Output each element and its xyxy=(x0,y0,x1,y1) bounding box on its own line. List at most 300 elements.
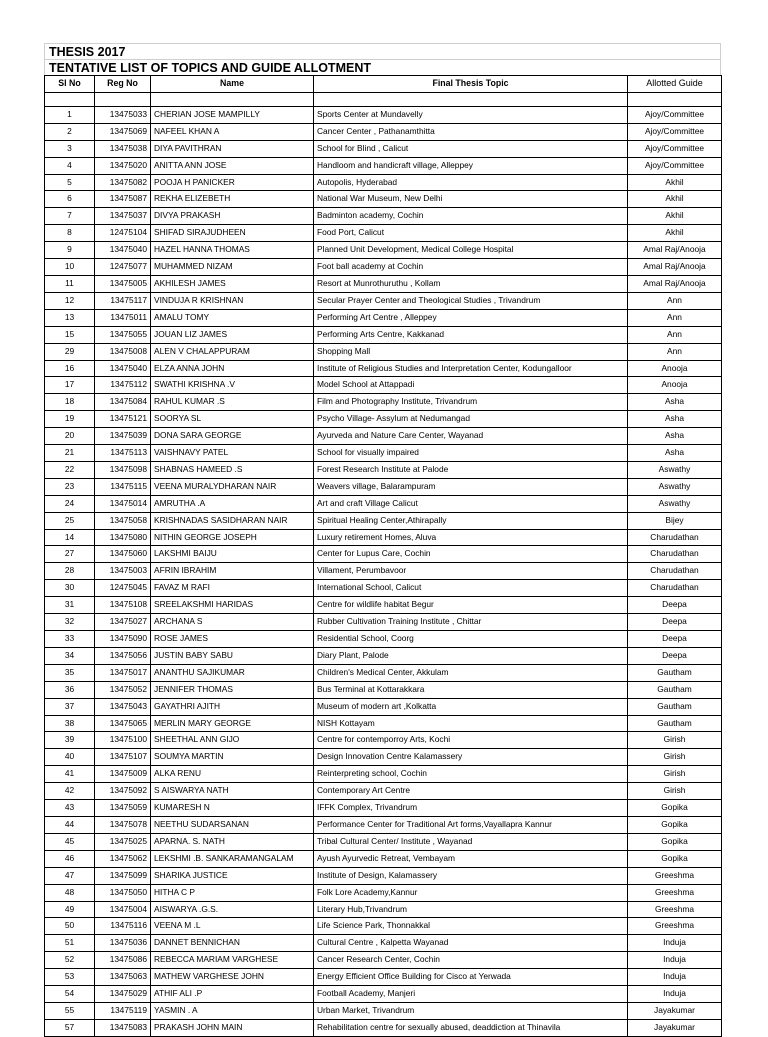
cell-thesis-topic: Cancer Research Center, Cochin xyxy=(314,952,628,969)
cell-allotted-guide: Asha xyxy=(628,428,722,445)
cell-allotted-guide: Aswathy xyxy=(628,461,722,478)
cell-name: DIYA PAVITHRAN xyxy=(151,140,314,157)
cell-allotted-guide: Deepa xyxy=(628,631,722,648)
cell-thesis-topic: Reinterpreting school, Cochin xyxy=(314,766,628,783)
table-cell xyxy=(151,92,314,106)
table-row xyxy=(45,191,722,208)
cell-sl-no: 12 xyxy=(45,292,95,309)
cell-sl-no: 34 xyxy=(45,647,95,664)
cell-allotted-guide: Gopika xyxy=(628,833,722,850)
table-row xyxy=(45,394,722,411)
cell-name: HAZEL HANNA THOMAS xyxy=(151,242,314,259)
header-sl-no: Sl No xyxy=(45,76,95,93)
cell-thesis-topic: Bus Terminal at Kottarakkara xyxy=(314,681,628,698)
table-row xyxy=(45,766,722,783)
table-row xyxy=(45,123,722,140)
cell-sl-no: 1 xyxy=(45,106,95,123)
cell-name: REBECCA MARIAM VARGHESE xyxy=(151,952,314,969)
cell-name: POOJA H PANICKER xyxy=(151,174,314,191)
document-sheet xyxy=(44,43,721,1037)
cell-allotted-guide: Amal Raj/Anooja xyxy=(628,259,722,276)
cell-reg-no: 13475080 xyxy=(95,529,151,546)
cell-thesis-topic: Shopping Mall xyxy=(314,343,628,360)
cell-name: ARCHANA S xyxy=(151,614,314,631)
cell-thesis-topic: Museum of modern art ,Kolkatta xyxy=(314,698,628,715)
cell-name: VEENA MURALYDHARAN NAIR xyxy=(151,478,314,495)
cell-allotted-guide: Gopika xyxy=(628,800,722,817)
cell-allotted-guide: Akhil xyxy=(628,208,722,225)
cell-thesis-topic: Weavers village, Balarampuram xyxy=(314,478,628,495)
cell-name: GAYATHRI AJITH xyxy=(151,698,314,715)
cell-thesis-topic: Residential School, Coorg xyxy=(314,631,628,648)
cell-reg-no: 13475050 xyxy=(95,884,151,901)
cell-name: LEKSHMI .B. SANKARAMANGALAM xyxy=(151,850,314,867)
cell-name: SWATHI KRISHNA .V xyxy=(151,377,314,394)
table-row xyxy=(45,546,722,563)
cell-sl-no: 39 xyxy=(45,732,95,749)
cell-allotted-guide: Bijey xyxy=(628,512,722,529)
cell-name: FAVAZ M RAFI xyxy=(151,580,314,597)
cell-name: HITHA C P xyxy=(151,884,314,901)
cell-thesis-topic: Rubber Cultivation Training Institute , Chittar xyxy=(314,614,628,631)
cell-reg-no: 13475025 xyxy=(95,833,151,850)
cell-name: APARNA. S. NATH xyxy=(151,833,314,850)
table-row xyxy=(45,1019,722,1036)
table-row xyxy=(45,597,722,614)
cell-allotted-guide: Greeshma xyxy=(628,884,722,901)
cell-sl-no: 7 xyxy=(45,208,95,225)
cell-allotted-guide: Ajoy/Committee xyxy=(628,123,722,140)
cell-reg-no: 13475056 xyxy=(95,647,151,664)
cell-allotted-guide: Girish xyxy=(628,783,722,800)
table-row xyxy=(45,749,722,766)
cell-allotted-guide: Ann xyxy=(628,292,722,309)
table-row xyxy=(45,918,722,935)
cell-thesis-topic: Model School at Attappadi xyxy=(314,377,628,394)
cell-allotted-guide: Greeshma xyxy=(628,867,722,884)
table-cell xyxy=(45,92,95,106)
cell-reg-no: 13475033 xyxy=(95,106,151,123)
cell-sl-no: 37 xyxy=(45,698,95,715)
cell-thesis-topic: International School, Calicut xyxy=(314,580,628,597)
cell-allotted-guide: Induja xyxy=(628,935,722,952)
cell-allotted-guide: Deepa xyxy=(628,647,722,664)
cell-name: ANITTA ANN JOSE xyxy=(151,157,314,174)
table-row xyxy=(45,478,722,495)
cell-thesis-topic: Art and craft Village Calicut xyxy=(314,495,628,512)
cell-reg-no: 13475108 xyxy=(95,597,151,614)
cell-thesis-topic: Football Academy, Manjeri xyxy=(314,986,628,1003)
cell-allotted-guide: Jayakumar xyxy=(628,1019,722,1036)
cell-name: SOORYA SL xyxy=(151,411,314,428)
cell-thesis-topic: Children's Medical Center, Akkulam xyxy=(314,664,628,681)
cell-sl-no: 27 xyxy=(45,546,95,563)
cell-sl-no: 52 xyxy=(45,952,95,969)
cell-allotted-guide: Ajoy/Committee xyxy=(628,140,722,157)
table-row xyxy=(45,495,722,512)
cell-sl-no: 31 xyxy=(45,597,95,614)
cell-name: AMRUTHA .A xyxy=(151,495,314,512)
cell-reg-no: 13475040 xyxy=(95,360,151,377)
cell-thesis-topic: Performance Center for Traditional Art forms,Vayallapra Kannur xyxy=(314,816,628,833)
cell-name: AFRIN IBRAHIM xyxy=(151,563,314,580)
cell-sl-no: 15 xyxy=(45,326,95,343)
cell-sl-no: 50 xyxy=(45,918,95,935)
cell-thesis-topic: School for Blind , Calicut xyxy=(314,140,628,157)
cell-sl-no: 29 xyxy=(45,343,95,360)
table-row xyxy=(45,343,722,360)
cell-thesis-topic: Performing Arts Centre, Kakkanad xyxy=(314,326,628,343)
cell-allotted-guide: Deepa xyxy=(628,597,722,614)
cell-reg-no: 13475082 xyxy=(95,174,151,191)
table-row xyxy=(45,715,722,732)
header-thesis-topic: Final Thesis Topic xyxy=(314,76,628,93)
cell-thesis-topic: Centre for contemporroy Arts, Kochi xyxy=(314,732,628,749)
cell-reg-no: 13475037 xyxy=(95,208,151,225)
cell-reg-no: 13475003 xyxy=(95,563,151,580)
table-row xyxy=(45,292,722,309)
cell-allotted-guide: Gopika xyxy=(628,850,722,867)
cell-allotted-guide: Deepa xyxy=(628,614,722,631)
cell-name: YASMIN . A xyxy=(151,1002,314,1019)
cell-name: S AISWARYA NATH xyxy=(151,783,314,800)
cell-name: LAKSHMI BAIJU xyxy=(151,546,314,563)
cell-reg-no: 13475063 xyxy=(95,969,151,986)
cell-name: DANNET BENNICHAN xyxy=(151,935,314,952)
table-row xyxy=(45,698,722,715)
cell-allotted-guide: Akhil xyxy=(628,191,722,208)
cell-thesis-topic: Performing Art Centre , Alleppey xyxy=(314,309,628,326)
cell-allotted-guide: Aswathy xyxy=(628,478,722,495)
cell-name: KRISHNADAS SASIDHARAN NAIR xyxy=(151,512,314,529)
cell-sl-no: 18 xyxy=(45,394,95,411)
table-row xyxy=(45,580,722,597)
cell-thesis-topic: Diary Plant, Palode xyxy=(314,647,628,664)
table-row xyxy=(45,952,722,969)
cell-reg-no: 13475099 xyxy=(95,867,151,884)
cell-sl-no: 45 xyxy=(45,833,95,850)
cell-name: JOUAN LIZ JAMES xyxy=(151,326,314,343)
cell-reg-no: 13475107 xyxy=(95,749,151,766)
cell-sl-no: 6 xyxy=(45,191,95,208)
cell-allotted-guide: Ann xyxy=(628,309,722,326)
cell-thesis-topic: Life Science Park, Thonnakkal xyxy=(314,918,628,935)
cell-name: MATHEW VARGHESE JOHN xyxy=(151,969,314,986)
cell-allotted-guide: Ann xyxy=(628,326,722,343)
cell-sl-no: 14 xyxy=(45,529,95,546)
table-row xyxy=(45,884,722,901)
table-row xyxy=(45,242,722,259)
table-row xyxy=(45,157,722,174)
allotment-table xyxy=(44,75,722,1037)
cell-name: SREELAKSHMI HARIDAS xyxy=(151,597,314,614)
cell-thesis-topic: Handloom and handicraft village, Alleppey xyxy=(314,157,628,174)
cell-allotted-guide: Anooja xyxy=(628,377,722,394)
table-row xyxy=(45,225,722,242)
cell-allotted-guide: Charudathan xyxy=(628,529,722,546)
cell-name: JENNIFER THOMAS xyxy=(151,681,314,698)
cell-allotted-guide: Gautham xyxy=(628,715,722,732)
cell-reg-no: 13475100 xyxy=(95,732,151,749)
cell-thesis-topic: Ayush Ayurvedic Retreat, Vembayam xyxy=(314,850,628,867)
cell-sl-no: 57 xyxy=(45,1019,95,1036)
cell-reg-no: 13475005 xyxy=(95,275,151,292)
cell-reg-no: 13475117 xyxy=(95,292,151,309)
cell-name: VAISHNAVY PATEL xyxy=(151,445,314,462)
cell-sl-no: 44 xyxy=(45,816,95,833)
cell-sl-no: 32 xyxy=(45,614,95,631)
cell-thesis-topic: Luxury retirement Homes, Aluva xyxy=(314,529,628,546)
cell-reg-no: 13475121 xyxy=(95,411,151,428)
header-name: Name xyxy=(151,76,314,93)
cell-sl-no: 47 xyxy=(45,867,95,884)
cell-sl-no: 36 xyxy=(45,681,95,698)
table-row xyxy=(45,614,722,631)
cell-allotted-guide: Girish xyxy=(628,766,722,783)
cell-reg-no: 13475119 xyxy=(95,1002,151,1019)
table-row xyxy=(45,411,722,428)
cell-reg-no: 13475069 xyxy=(95,123,151,140)
cell-thesis-topic: Contemporary Art Centre xyxy=(314,783,628,800)
cell-sl-no: 48 xyxy=(45,884,95,901)
cell-thesis-topic: Resort at Munrothuruthu , Kollam xyxy=(314,275,628,292)
cell-thesis-topic: Institute of Religious Studies and Interpretation Center, Kodungalloor xyxy=(314,360,628,377)
cell-sl-no: 19 xyxy=(45,411,95,428)
cell-sl-no: 17 xyxy=(45,377,95,394)
cell-sl-no: 20 xyxy=(45,428,95,445)
cell-allotted-guide: Amal Raj/Anooja xyxy=(628,275,722,292)
cell-reg-no: 13475058 xyxy=(95,512,151,529)
cell-allotted-guide: Jayakumar xyxy=(628,1002,722,1019)
cell-sl-no: 5 xyxy=(45,174,95,191)
document-subtitle: TENTATIVE LIST OF TOPICS AND GUIDE ALLOTMENT xyxy=(44,59,721,75)
header-allotted-guide: Allotted Guide xyxy=(628,76,722,93)
cell-thesis-topic: Folk Lore Academy,Kannur xyxy=(314,884,628,901)
cell-allotted-guide: Aswathy xyxy=(628,495,722,512)
cell-reg-no: 13475029 xyxy=(95,986,151,1003)
cell-thesis-topic: School for visually impaired xyxy=(314,445,628,462)
cell-sl-no: 4 xyxy=(45,157,95,174)
cell-sl-no: 54 xyxy=(45,986,95,1003)
cell-sl-no: 11 xyxy=(45,275,95,292)
cell-reg-no: 12475104 xyxy=(95,225,151,242)
cell-reg-no: 13475043 xyxy=(95,698,151,715)
table-row xyxy=(45,259,722,276)
cell-reg-no: 13475052 xyxy=(95,681,151,698)
cell-allotted-guide: Greeshma xyxy=(628,918,722,935)
cell-reg-no: 13475038 xyxy=(95,140,151,157)
cell-reg-no: 12475045 xyxy=(95,580,151,597)
cell-thesis-topic: Sports Center at Mundavelly xyxy=(314,106,628,123)
cell-allotted-guide: Girish xyxy=(628,732,722,749)
cell-name: ALEN V CHALAPPURAM xyxy=(151,343,314,360)
cell-allotted-guide: Amal Raj/Anooja xyxy=(628,242,722,259)
cell-name: NEETHU SUDARSANAN xyxy=(151,816,314,833)
cell-reg-no: 13475098 xyxy=(95,461,151,478)
table-row xyxy=(45,833,722,850)
cell-reg-no: 13475014 xyxy=(95,495,151,512)
document-title: THESIS 2017 xyxy=(44,43,721,59)
cell-name: PRAKASH JOHN MAIN xyxy=(151,1019,314,1036)
cell-reg-no: 13475090 xyxy=(95,631,151,648)
cell-thesis-topic: Secular Prayer Center and Theological Studies , Trivandrum xyxy=(314,292,628,309)
cell-thesis-topic: Cancer Center , Pathanamthitta xyxy=(314,123,628,140)
cell-allotted-guide: Asha xyxy=(628,445,722,462)
cell-sl-no: 3 xyxy=(45,140,95,157)
table-row xyxy=(45,969,722,986)
cell-thesis-topic: Institute of Design, Kalamassery xyxy=(314,867,628,884)
table-row xyxy=(45,850,722,867)
cell-sl-no: 51 xyxy=(45,935,95,952)
cell-thesis-topic: Planned Unit Development, Medical College Hospital xyxy=(314,242,628,259)
cell-sl-no: 8 xyxy=(45,225,95,242)
header-reg-no: Reg No xyxy=(95,76,151,93)
cell-sl-no: 42 xyxy=(45,783,95,800)
cell-thesis-topic: Center for Lupus Care, Cochin xyxy=(314,546,628,563)
cell-thesis-topic: Psycho Village- Assylum at Nedumangad xyxy=(314,411,628,428)
cell-reg-no: 13475078 xyxy=(95,816,151,833)
cell-reg-no: 13475036 xyxy=(95,935,151,952)
cell-name: VEENA M .L xyxy=(151,918,314,935)
cell-sl-no: 22 xyxy=(45,461,95,478)
cell-name: SHABNAS HAMEED .S xyxy=(151,461,314,478)
cell-sl-no: 55 xyxy=(45,1002,95,1019)
cell-sl-no: 53 xyxy=(45,969,95,986)
table-row xyxy=(45,935,722,952)
cell-name: SHARIKA JUSTICE xyxy=(151,867,314,884)
cell-thesis-topic: Rehabilitation centre for sexually abused, deaddiction at Thinavila xyxy=(314,1019,628,1036)
cell-thesis-topic: Film and Photography Institute, Trivandrum xyxy=(314,394,628,411)
cell-thesis-topic: Autopolis, Hyderabad xyxy=(314,174,628,191)
cell-thesis-topic: Urban Market, Trivandrum xyxy=(314,1002,628,1019)
table-row xyxy=(45,309,722,326)
table-row xyxy=(45,275,722,292)
cell-name: VINDUJA R KRISHNAN xyxy=(151,292,314,309)
cell-name: DONA SARA GEORGE xyxy=(151,428,314,445)
cell-thesis-topic: National War Museum, New Delhi xyxy=(314,191,628,208)
cell-allotted-guide: Greeshma xyxy=(628,901,722,918)
table-row xyxy=(45,631,722,648)
table-row xyxy=(45,461,722,478)
table-row xyxy=(45,326,722,343)
table-cell xyxy=(628,92,722,106)
cell-sl-no: 43 xyxy=(45,800,95,817)
cell-name: ANANTHU SAJIKUMAR xyxy=(151,664,314,681)
table-row xyxy=(45,140,722,157)
cell-name: AKHILESH JAMES xyxy=(151,275,314,292)
cell-allotted-guide: Ann xyxy=(628,343,722,360)
cell-allotted-guide: Ajoy/Committee xyxy=(628,157,722,174)
table-row xyxy=(45,800,722,817)
cell-name: ATHIF ALI .P xyxy=(151,986,314,1003)
blank-row xyxy=(45,92,722,106)
cell-name: CHERIAN JOSE MAMPILLY xyxy=(151,106,314,123)
cell-sl-no: 25 xyxy=(45,512,95,529)
cell-thesis-topic: Spiritual Healing Center,Athirapally xyxy=(314,512,628,529)
cell-sl-no: 30 xyxy=(45,580,95,597)
table-cell xyxy=(314,92,628,106)
cell-reg-no: 13475087 xyxy=(95,191,151,208)
table-row xyxy=(45,512,722,529)
table-row xyxy=(45,732,722,749)
cell-name: SHEETHAL ANN GIJO xyxy=(151,732,314,749)
cell-name: REKHA ELIZEBETH xyxy=(151,191,314,208)
cell-allotted-guide: Girish xyxy=(628,749,722,766)
cell-allotted-guide: Charudathan xyxy=(628,563,722,580)
cell-name: JUSTIN BABY SABU xyxy=(151,647,314,664)
table-cell xyxy=(95,92,151,106)
cell-thesis-topic: Badminton academy, Cochin xyxy=(314,208,628,225)
table-row xyxy=(45,901,722,918)
cell-name: KUMARESH N xyxy=(151,800,314,817)
table-row xyxy=(45,445,722,462)
table-row xyxy=(45,867,722,884)
cell-thesis-topic: Food Port, Calicut xyxy=(314,225,628,242)
cell-allotted-guide: Asha xyxy=(628,411,722,428)
cell-thesis-topic: Cultural Centre , Kalpetta Wayanad xyxy=(314,935,628,952)
cell-allotted-guide: Anooja xyxy=(628,360,722,377)
table-header-row xyxy=(45,76,722,93)
cell-name: ROSE JAMES xyxy=(151,631,314,648)
cell-sl-no: 40 xyxy=(45,749,95,766)
cell-reg-no: 13475116 xyxy=(95,918,151,935)
cell-reg-no: 13475092 xyxy=(95,783,151,800)
cell-sl-no: 33 xyxy=(45,631,95,648)
cell-reg-no: 13475112 xyxy=(95,377,151,394)
cell-reg-no: 13475020 xyxy=(95,157,151,174)
cell-thesis-topic: Energy Efficient Office Building for Cisco at Yerwada xyxy=(314,969,628,986)
cell-allotted-guide: Akhil xyxy=(628,225,722,242)
cell-allotted-guide: Induja xyxy=(628,969,722,986)
cell-name: SHIFAD SIRAJUDHEEN xyxy=(151,225,314,242)
cell-allotted-guide: Charudathan xyxy=(628,580,722,597)
table-row xyxy=(45,377,722,394)
cell-sl-no: 38 xyxy=(45,715,95,732)
cell-reg-no: 13475086 xyxy=(95,952,151,969)
table-row xyxy=(45,174,722,191)
cell-sl-no: 2 xyxy=(45,123,95,140)
cell-name: MUHAMMED NIZAM xyxy=(151,259,314,276)
cell-name: DIVYA PRAKASH xyxy=(151,208,314,225)
cell-reg-no: 13475004 xyxy=(95,901,151,918)
cell-thesis-topic: IFFK Complex, Trivandrum xyxy=(314,800,628,817)
table-row xyxy=(45,986,722,1003)
cell-name: AMALU TOMY xyxy=(151,309,314,326)
table-row xyxy=(45,208,722,225)
cell-reg-no: 13475009 xyxy=(95,766,151,783)
cell-thesis-topic: Villament, Perumbavoor xyxy=(314,563,628,580)
cell-name: MERLIN MARY GEORGE xyxy=(151,715,314,732)
cell-reg-no: 13475039 xyxy=(95,428,151,445)
cell-reg-no: 13475017 xyxy=(95,664,151,681)
cell-allotted-guide: Gautham xyxy=(628,681,722,698)
cell-allotted-guide: Induja xyxy=(628,952,722,969)
cell-thesis-topic: Ayurveda and Nature Care Center, Wayanad xyxy=(314,428,628,445)
cell-sl-no: 41 xyxy=(45,766,95,783)
cell-reg-no: 13475083 xyxy=(95,1019,151,1036)
cell-allotted-guide: Gautham xyxy=(628,698,722,715)
cell-sl-no: 23 xyxy=(45,478,95,495)
cell-thesis-topic: Tribal Cultural Center/ Institute , Wayanad xyxy=(314,833,628,850)
cell-allotted-guide: Gautham xyxy=(628,664,722,681)
cell-reg-no: 13475060 xyxy=(95,546,151,563)
cell-sl-no: 35 xyxy=(45,664,95,681)
cell-reg-no: 13475115 xyxy=(95,478,151,495)
cell-sl-no: 13 xyxy=(45,309,95,326)
cell-reg-no: 13475027 xyxy=(95,614,151,631)
cell-sl-no: 46 xyxy=(45,850,95,867)
cell-reg-no: 13475062 xyxy=(95,850,151,867)
